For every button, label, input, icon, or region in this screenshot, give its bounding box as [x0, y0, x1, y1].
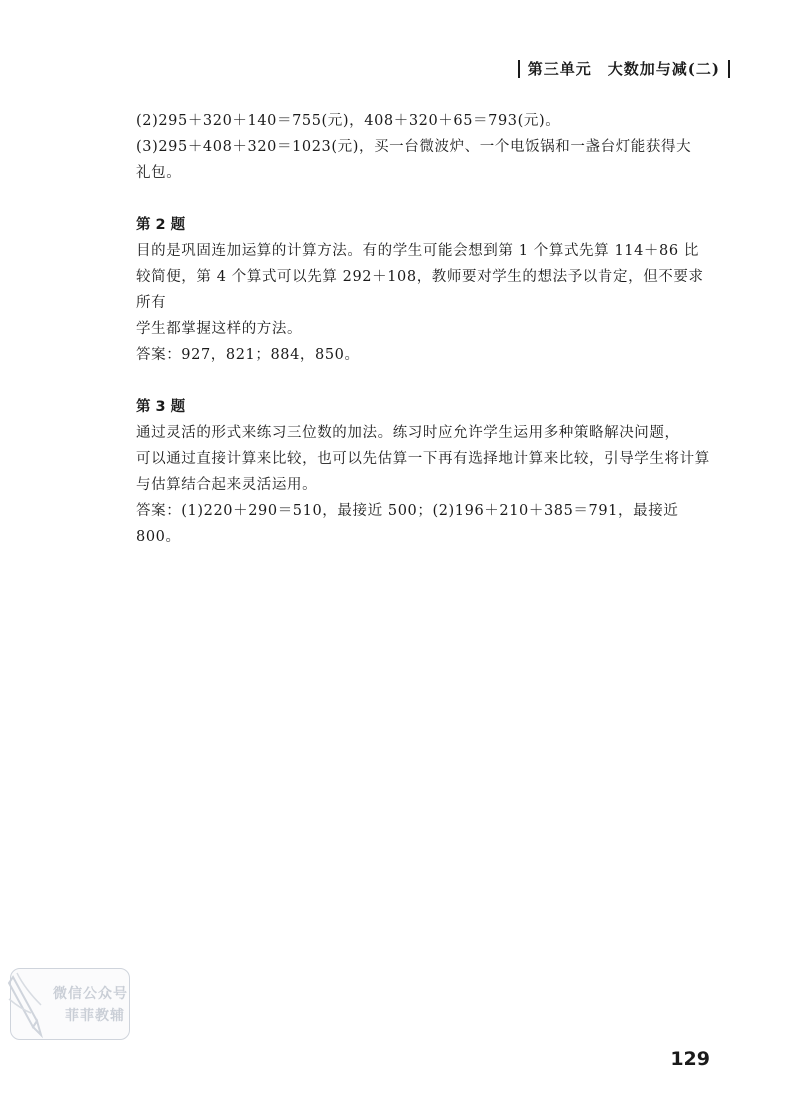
q3-line: 可以通过直接计算来比较，也可以先估算一下再有选择地计算来比较，引导学生将计算: [136, 451, 710, 467]
q3-line: 通过灵活的形式来练习三位数的加法。练习时应允许学生运用多种策略解决问题，: [136, 425, 680, 441]
q2-line: 学生都掌握这样的方法。: [136, 321, 303, 337]
q2-heading: 第 2 题: [136, 217, 186, 233]
q2-line: 较简便，第 4 个算式可以先算 292＋108，教师要对学生的想法予以肯定，但不要求所有: [136, 269, 704, 311]
q2-answer: 答案：927，821；884，850。: [136, 347, 360, 363]
watermark-line1: 微信公众号: [53, 986, 128, 1002]
q3-line: 与估算结合起来灵活运用。: [136, 477, 318, 493]
q2-line: 目的是巩固连加运算的计算方法。有的学生可能会想到第 1 个算式先算 114＋86 比: [136, 243, 699, 259]
intro-line: 礼包。: [136, 165, 182, 181]
q3-answer: 答案：(1)220＋290＝510，最接近 500；(2)196＋210＋385＝791，最接近 800。: [136, 503, 679, 545]
intro-line: (2)295＋320＋140＝755(元)，408＋320＋65＝793(元)。: [136, 113, 561, 129]
header-divider-left: [518, 60, 520, 78]
running-header: [510, 58, 738, 79]
intro-line: (3)295＋408＋320＝1023(元)，买一台微波炉、一个电饭锅和一盏台灯能获得大: [136, 139, 692, 155]
page-body: [136, 108, 716, 550]
header-unit: 第三单元: [527, 60, 592, 78]
pen-icon: [7, 969, 57, 1041]
page-number: 129: [670, 1048, 710, 1070]
header-title: 大数加与减(二): [607, 60, 720, 78]
q3-heading: 第 3 题: [136, 399, 186, 415]
watermark-line2: 菲菲教辅: [65, 1008, 125, 1024]
watermark-badge: [10, 968, 130, 1040]
header-divider-right: [728, 60, 730, 78]
